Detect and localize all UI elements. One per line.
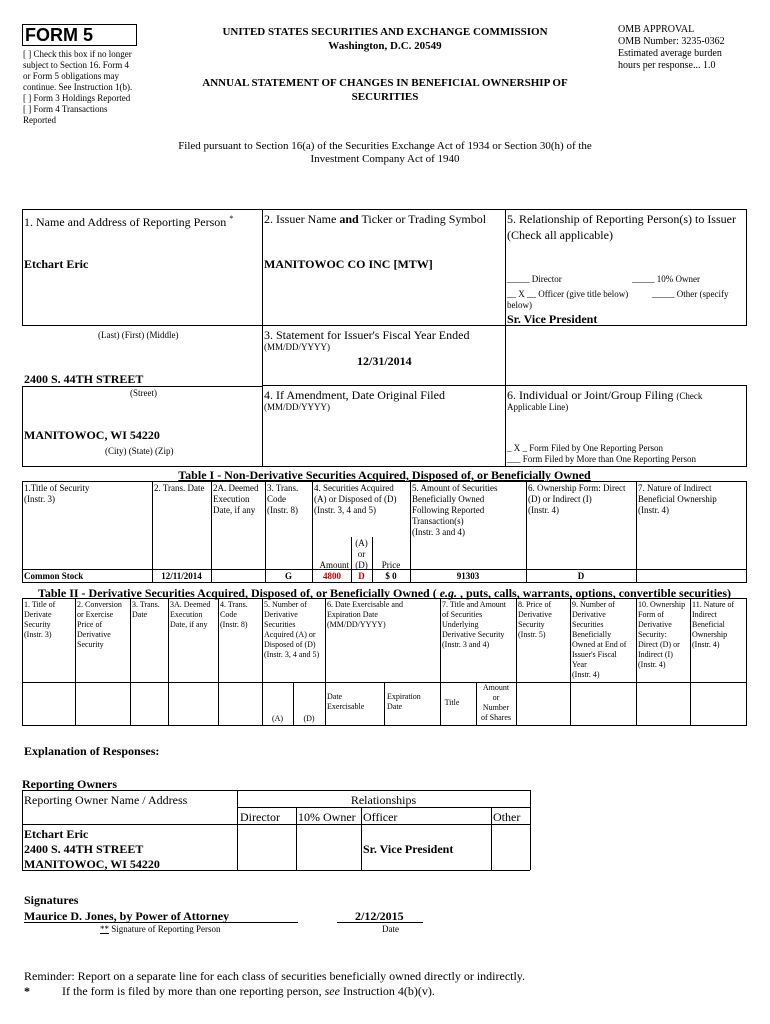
rule	[168, 598, 169, 725]
signature-date: 2/12/2015	[355, 909, 404, 923]
rule	[22, 790, 23, 870]
owners-col-officer: Officer	[363, 810, 398, 824]
relationship-label-1: 5. Relationship of Reporting Person(s) to Issuer	[507, 212, 736, 226]
t2-sub-title: Title	[444, 698, 460, 707]
signer-name: Maurice D. Jones, by Power of Attorney	[24, 909, 230, 923]
t1-sub-amount: Amount	[319, 560, 349, 570]
issuer-label-post: Ticker or Trading Symbol	[358, 212, 487, 226]
t2-col7-header: 7. Title and Amount of Securities Underlying Derivative Security (Instr. 3 and 4)	[442, 600, 507, 649]
filing-label-main: 6. Individual or Joint/Group Filing	[507, 388, 677, 402]
t1-sub-ad: (A) or (D)	[355, 538, 368, 570]
checkbox-line: [ ] Form 4 Transactions	[23, 104, 108, 114]
rule	[152, 481, 153, 582]
issuer-value: MANITOWOC CO INC [MTW]	[264, 257, 433, 271]
t2-col2-header: 2. Conversion or Exercise Price of Derivative Security	[77, 600, 122, 649]
t2-col3-header: 3. Trans. Date	[132, 600, 160, 619]
agency-location: Washington, D.C. 20549	[328, 40, 442, 52]
omb-number: OMB Number: 3235-0362	[618, 36, 725, 47]
t1-col7-header: 7. Nature of Indirect Beneficial Ownership (Instr. 4)	[638, 483, 717, 515]
filing-label-small: (Check	[676, 391, 703, 401]
t1-sub-price: Price	[381, 560, 401, 570]
filed-pursuant-1: Filed pursuant to Section 16(a) of the Securities Exchange Act of 1934 or Section 30(h) of the	[178, 140, 592, 152]
reporting-person-label	[24, 212, 260, 229]
rule	[337, 922, 423, 923]
t2-col8-header: 8. Price of Derivative Security (Instr. 5)	[518, 600, 552, 639]
t1-row-amount: 4800	[323, 571, 341, 581]
relationship-label-2: (Check all applicable)	[507, 228, 613, 242]
t1-row-title: Common Stock	[24, 571, 84, 581]
t2-sub-exp: Expiration Date	[387, 692, 421, 711]
rule	[22, 725, 747, 726]
amendment-label: 4. If Amendment, Date Original Filed	[264, 388, 445, 402]
rule	[296, 807, 297, 870]
reporting-person-name: Etchart Eric	[24, 257, 89, 271]
rule	[262, 598, 263, 725]
issuer-label-and: and	[339, 212, 359, 226]
rule	[505, 209, 506, 467]
reporting-person-city: MANITOWOC, WI 54220	[24, 428, 160, 442]
rule	[636, 481, 637, 582]
t1-row-ad: D	[358, 571, 365, 581]
table2-title-eg: e.g.	[439, 586, 458, 600]
fiscal-year-label: 3. Statement for Issuer's Fiscal Year Ended	[264, 328, 470, 342]
fiscal-year-value: 12/31/2014	[357, 354, 412, 368]
footnote-see: see	[324, 984, 340, 998]
rule	[384, 682, 385, 725]
owners-col-other: Other	[493, 810, 521, 824]
explanation-label: Explanation of Responses:	[24, 744, 160, 758]
reminder-text: Reminder: Report on a separate line for each class of securities beneficially owned directly or indirectly.	[24, 969, 526, 983]
footnote-post: Instruction 4(b)(v).	[339, 984, 435, 998]
rule	[491, 807, 492, 870]
checkbox-line: continue. See Instruction 1(b).	[23, 82, 133, 92]
checkbox-line: [ ] Check this box if no longer	[23, 49, 132, 59]
t2-col4-header: 4. Trans. Code (Instr. 8)	[220, 600, 248, 629]
issuer-label-pre: 2. Issuer Name	[264, 212, 340, 226]
statement-title-2: SECURITIES	[351, 91, 419, 103]
rule	[22, 466, 747, 467]
owners-col-relationships: Relationships	[350, 793, 417, 807]
amendment-format: (MM/DD/YYYY)	[264, 402, 330, 412]
rule	[130, 598, 131, 725]
rule	[526, 481, 527, 582]
t2-sub-amount: Amount or Number of Shares	[481, 683, 511, 722]
t2-sub-a: (A)	[271, 714, 284, 723]
rule	[265, 481, 266, 582]
t2-col1-header: 1. Title of Derivate Security (Instr. 3)	[24, 600, 56, 639]
t1-col3-header: 3. Trans. Code (Instr. 8)	[267, 483, 299, 515]
owner-name-line-3: MANITOWOC, WI 54220	[24, 857, 160, 871]
name-parts-label: (Last) (First) (Middle)	[98, 330, 179, 340]
fiscal-year-format: (MM/DD/YYYY)	[264, 342, 330, 352]
rel-ten-percent: _____ 10% Owner	[632, 274, 700, 284]
asterisk-mark: *	[229, 214, 234, 223]
t2-sub-d: (D)	[303, 714, 315, 723]
footnote-pre: If the form is filed by more than one reporting person,	[62, 984, 325, 998]
rule	[505, 385, 747, 386]
footnote-star: *	[24, 984, 30, 998]
rule	[24, 922, 298, 923]
t1-row-date: 12/11/2014	[161, 571, 202, 581]
rule	[211, 481, 212, 582]
rule	[570, 598, 571, 725]
rel-officer-title: Sr. Vice President	[507, 312, 598, 326]
omb-title: OMB APPROVAL	[618, 24, 695, 35]
rule	[22, 386, 23, 466]
statement-title-1: ANNUAL STATEMENT OF CHANGES IN BENEFICIAL OWNERSHIP OF	[202, 77, 568, 89]
owner-name-line-1: Etchart Eric	[24, 827, 89, 841]
t1-row-price: $ 0	[385, 571, 397, 581]
date-label: Date	[382, 924, 399, 934]
rule	[22, 790, 530, 791]
rule	[237, 807, 530, 808]
owner-name-line-2: 2400 S. 44TH STREET	[24, 842, 144, 856]
rel-director: _____ Director	[507, 274, 562, 284]
rule	[636, 598, 637, 725]
rule	[22, 824, 530, 825]
rule	[22, 598, 23, 725]
checkbox-line: subject to Section 16. Form 4	[23, 60, 129, 70]
rule	[22, 209, 23, 325]
reporting-person-label-text: 1. Name and Address of Reporting Person	[24, 215, 227, 229]
t2-col5-header: 5. Number of Derivative Securities Acquired (A) or Disposed of (D) (Instr. 3, 4 and 5)	[264, 600, 320, 659]
omb-burden-1: Estimated average burden	[618, 48, 722, 59]
reporting-person-street: 2400 S. 44TH STREET	[24, 372, 144, 386]
t1-col6-header: 6. Ownership Form: Direct (D) or Indirect (I) (Instr. 4)	[528, 483, 626, 515]
omb-approval	[618, 24, 758, 72]
t1-row-form: D	[577, 571, 585, 581]
t1-col4-header: 4. Securities Acquired (A) or Disposed of (D) (Instr. 3, 4 and 5)	[314, 483, 397, 515]
filing-option-1: _ X _ Form Filed by One Reporting Person	[507, 443, 663, 453]
rule	[262, 209, 263, 467]
t1-row-owned: 91303	[456, 571, 480, 581]
signature-label-text: Signature of Reporting Person	[109, 924, 221, 934]
t2-sub-date-ex: Date Exercisable	[327, 692, 365, 711]
rule	[746, 481, 747, 582]
checkbox-line: [ ] Form 3 Holdings Reported	[23, 93, 131, 103]
t1-col5-header: 5. Amount of Securities Beneficially Owned Following Reported Transaction(s) (Instr. 3 and 4)	[412, 483, 498, 537]
issuer-label	[264, 212, 504, 226]
form-title: FORM 5	[25, 25, 94, 45]
rule	[75, 598, 76, 725]
owners-col-director: Director	[240, 810, 280, 824]
checkbox-notes	[23, 49, 158, 126]
checkbox-line: Reported	[23, 115, 56, 125]
rule	[262, 385, 505, 386]
filed-pursuant-2: Investment Company Act of 1940	[310, 153, 460, 165]
signatures-heading: Signatures	[24, 893, 79, 907]
filing-label-2: Applicable Line)	[507, 402, 569, 412]
rel-below: below)	[507, 300, 532, 310]
signature-label	[100, 924, 221, 935]
t1-col2-header: 2. Trans. Date	[154, 483, 205, 493]
omb-burden-2: hours per response... 1.0	[618, 60, 716, 71]
owners-heading: Reporting Owners	[22, 777, 117, 791]
filing-label	[507, 388, 747, 402]
t1-col1-header: 1.Title of Security (Instr. 3)	[24, 483, 90, 504]
rule	[361, 807, 362, 870]
agency-name: UNITED STATES SECURITIES AND EXCHANGE COMMISSION	[222, 26, 548, 38]
rel-officer: __ X __ Officer (give title below)	[507, 289, 629, 299]
t1-col2a-header: 2A. Deemed Execution Date, if any	[213, 483, 259, 515]
rule	[22, 209, 747, 210]
rule	[22, 481, 747, 482]
footnote-text	[62, 984, 742, 998]
street-label: (Street)	[130, 388, 157, 398]
table2-title-pre: Table II - Derivative Securities Acquired, Disposed of, or Beneficially Owned (	[37, 586, 440, 600]
t2-col10-header: 10. Ownership Form of Derivative Security: Direct (D) or Indirect (I) (Instr. 4)	[638, 600, 686, 669]
table2-title-post: , puts, calls, warrants, options, convertible securities)	[457, 586, 732, 600]
t2-col11-header: 11. Nature of Indirect Beneficial Ownership (Instr. 4)	[692, 600, 735, 649]
signature-label-stars: **	[100, 924, 109, 934]
table1-title: Table I - Non-Derivative Securities Acquired, Disposed of, or Beneficially Owned	[178, 468, 591, 482]
rel-other: _____ Other (specify	[652, 289, 729, 299]
t2-col9-header: 9. Number of Derivative Securities Beneficially Owned at End of Issuer's Fiscal Year (Instr. 4)	[572, 600, 627, 679]
rule	[22, 582, 747, 583]
rule	[218, 598, 219, 725]
rule	[22, 481, 23, 582]
owner-officer-value: Sr. Vice President	[363, 842, 454, 856]
owners-col-name: Reporting Owner Name / Address	[24, 793, 188, 807]
city-label: (City) (State) (Zip)	[105, 446, 174, 456]
rule	[690, 598, 691, 725]
t2-col3a-header: 3A. Deemed Execution Date, if any	[170, 600, 211, 629]
rule	[22, 386, 262, 387]
t1-row-code: G	[284, 571, 292, 581]
checkbox-line: or Form 5 obligations may	[23, 71, 119, 81]
rule	[530, 790, 531, 870]
t2-col6-header: 6. Date Exercisable and Expiration Date (MM/DD/YYYY)	[327, 600, 403, 629]
rule	[22, 325, 747, 326]
owners-col-ten-percent: 10% Owner	[298, 810, 356, 824]
rule	[410, 481, 411, 582]
filing-option-2: ___ Form Filed by More than One Reporting Person	[507, 454, 696, 464]
rule	[746, 209, 747, 325]
